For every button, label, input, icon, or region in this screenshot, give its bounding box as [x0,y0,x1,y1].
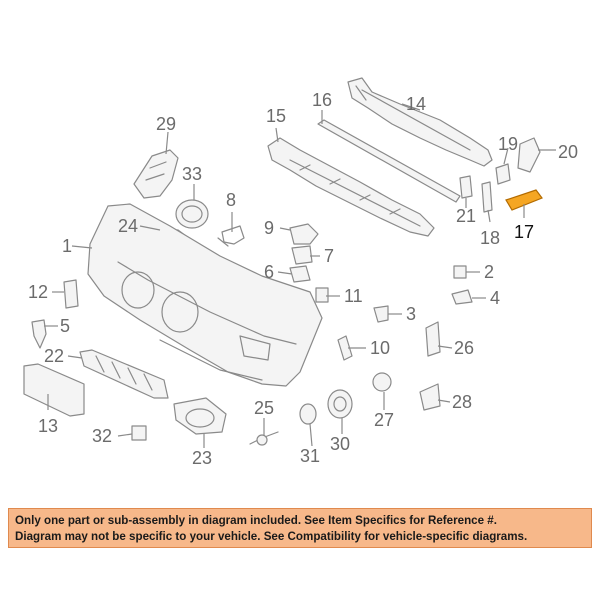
callout-3: 3 [406,304,417,324]
part-4-nut [452,290,472,304]
part-27-sensor [373,373,391,391]
disclaimer-line-1: Only one part or sub-assembly in diagram included. See Item Specifics for Reference #. [15,514,497,527]
part-28-bracket [420,384,440,410]
callout-4: 4 [490,288,501,308]
disclaimer-line-2: Diagram may not be specific to your vehicle. See Compatibility for vehicle-specific diagrams. [15,530,528,543]
part-23-fog-grille [174,398,226,434]
callout-11: 11 [344,286,363,306]
part-7-bracket [292,246,312,264]
callout-26: 26 [454,338,475,358]
part-3-clip [374,306,388,322]
callout-15: 15 [266,106,287,126]
disclaimer-banner [8,508,592,548]
callout-24: 24 [118,216,139,236]
part-2-bolt [454,266,466,278]
part-22-lower-grille [80,350,168,398]
part-9-cap [290,224,318,244]
callout-29: 29 [156,114,177,134]
callout-6: 6 [264,262,275,282]
callout-27: 27 [374,410,395,430]
callout-8: 8 [226,190,237,210]
part-33-emblem [176,200,208,228]
callout-20: 20 [558,142,579,162]
part-12-bracket [64,280,78,308]
part-30-sensor [328,390,352,418]
part-31-sensor-ring [300,404,316,424]
part-5-clip [32,320,46,348]
part-26-bracket [426,322,440,356]
callout-19: 19 [498,134,519,154]
callout-17: 17 [514,222,535,242]
callout-31: 31 [300,446,321,466]
callout-1: 1 [62,236,73,256]
callout-28: 28 [452,392,473,412]
callout-18: 18 [480,228,501,248]
callout-32: 32 [92,426,113,446]
callout-2: 2 [484,262,495,282]
callout-30: 30 [330,434,351,454]
callout-5: 5 [60,316,71,336]
part-21-bracket [460,176,472,198]
part-20-bracket [518,138,540,172]
callout-10: 10 [370,338,391,358]
callout-12: 12 [28,282,49,302]
callout-9: 9 [264,218,275,238]
callout-23: 23 [192,448,213,468]
callout-13: 13 [38,416,59,436]
part-11-clip [316,288,328,302]
callout-14: 14 [406,94,427,114]
callout-21: 21 [456,206,477,226]
part-29-bracket [134,150,178,198]
part-6-bracket [290,266,310,282]
callout-7: 7 [324,246,335,266]
callout-16: 16 [312,90,333,110]
part-18-bracket [482,182,492,212]
part-15-energy-absorber [268,138,434,236]
part-8-washer-nozzle [218,226,244,246]
part-19-bracket [496,164,510,184]
part-32-cap [132,426,146,440]
callout-22: 22 [44,346,65,366]
callout-25: 25 [254,398,275,418]
part-13-license-bracket [24,364,84,416]
callout-33: 33 [182,164,203,184]
